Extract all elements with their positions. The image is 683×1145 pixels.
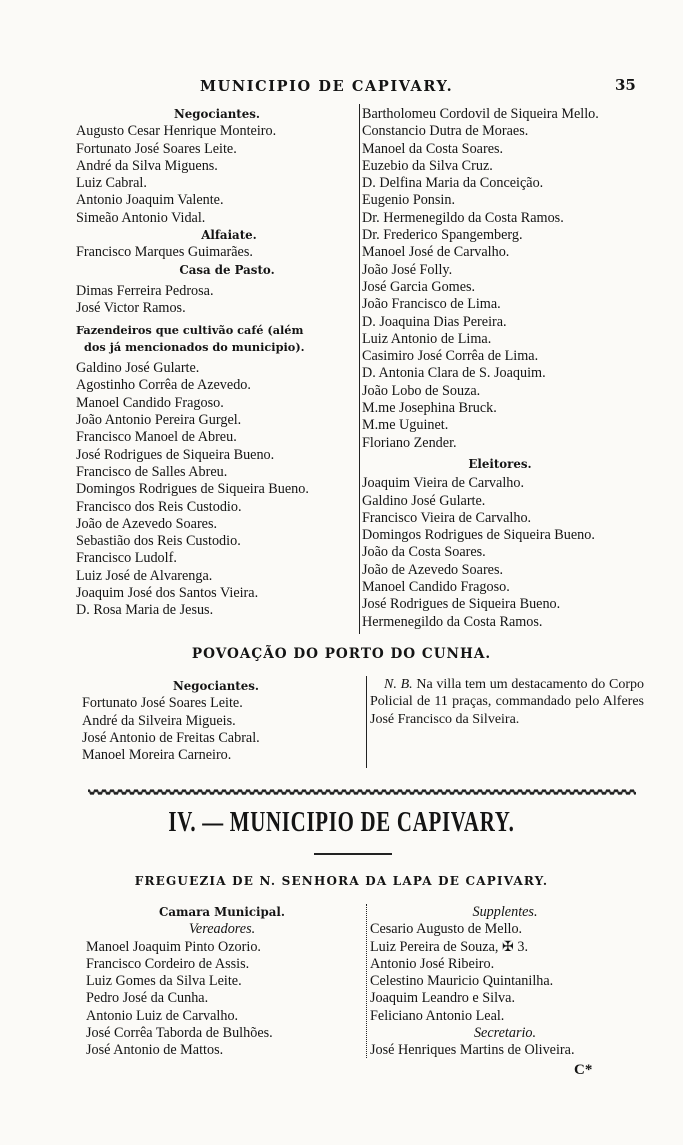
- list-item: Galdino José Gularte.: [76, 360, 200, 377]
- list-item: Sebastião dos Reis Custodio.: [76, 533, 241, 550]
- list-item: Antonio José Ribeiro.: [370, 955, 495, 972]
- list-item: D. Delfina Maria da Conceição.: [362, 175, 544, 192]
- list-item: Floriano Zender.: [362, 434, 457, 451]
- list-item: Francisco de Salles Abreu.: [76, 463, 228, 480]
- list-item: Agostinho Corrêa de Azevedo.: [76, 377, 251, 394]
- list-item: Francisco dos Reis Custodio.: [76, 498, 242, 515]
- list-item: Simeão Antonio Vidal.: [76, 209, 206, 226]
- list-item: Dr. Frederico Spangemberg.: [362, 227, 523, 244]
- list-item: Joaquim Vieira de Carvalho.: [362, 475, 524, 492]
- list-item: João Lobo de Souza.: [362, 382, 481, 399]
- list-item: José Antonio de Mattos.: [86, 1042, 224, 1059]
- list-item: João Antonio Pereira Gurgel.: [76, 412, 242, 429]
- list-item: Galdino José Gularte.: [362, 492, 486, 509]
- parish-title: FREGUEZIA DE N. SENHORA DA LAPA DE CAPIVARY.: [134, 874, 549, 888]
- list-item: José Garcia Gomes.: [362, 278, 476, 295]
- running-header: MUNICIPIO DE CAPIVARY.: [200, 78, 454, 95]
- list-item: Domingos Rodrigues de Siqueira Bueno.: [76, 481, 309, 498]
- right-column: [362, 106, 638, 631]
- list-item: José Victor Ramos.: [76, 300, 186, 317]
- page-number: 35: [615, 76, 636, 94]
- list-item: Manoel Moreira Carneiro.: [82, 747, 232, 764]
- note-lead: N. B.: [384, 677, 413, 692]
- list-item: Constancio Dutra de Moraes.: [362, 123, 529, 140]
- heading-fazendeiros-2: dos já mencionados do municipio).: [84, 339, 305, 354]
- list-item: Dr. Hermenegildo da Costa Ramos.: [362, 209, 564, 226]
- list-item: Francisco Cordeiro de Assis.: [86, 955, 250, 972]
- list-item: Francisco Manoel de Abreu.: [76, 429, 237, 446]
- list-item: Francisco Marques Guimarães.: [76, 244, 253, 261]
- list-item: Feliciano Antonio Leal.: [370, 1007, 505, 1024]
- municipio-title: IV. — MUNICIPIO DE CAPIVARY.: [168, 806, 515, 838]
- list-item: Dimas Ferreira Pedrosa.: [76, 282, 214, 299]
- list-item: Fortunato José Soares Leite.: [82, 695, 243, 712]
- list-item: Manoel da Costa Soares.: [362, 140, 504, 157]
- list-item: João de Azevedo Soares.: [362, 561, 504, 578]
- list-item: Antonio Joaquim Valente.: [76, 192, 224, 209]
- heading-secretario: Secretario.: [473, 1025, 537, 1042]
- list-item: Casimiro José Corrêa de Lima.: [362, 348, 539, 365]
- list-item: Augusto Cesar Henrique Monteiro.: [76, 123, 277, 140]
- list-item: Francisco Vieira de Carvalho.: [362, 509, 532, 526]
- list-item: João José Folly.: [362, 261, 453, 278]
- wavy-divider: [88, 788, 636, 796]
- list-item: André da Silveira Migueis.: [82, 712, 236, 729]
- list-item: D. Joaquina Dias Pereira.: [362, 313, 507, 330]
- camara-column: [86, 904, 358, 1060]
- note-paragraph: [370, 676, 644, 728]
- list-item: Pedro José da Cunha.: [86, 990, 209, 1007]
- list-item: Francisco Ludolf.: [76, 550, 177, 567]
- section-title-porto: POVOAÇÃO DO PORTO DO CUNHA.: [191, 646, 492, 662]
- list-item: Manoel Candido Fragoso.: [76, 394, 224, 411]
- list-item: João Francisco de Lima.: [362, 296, 501, 313]
- list-item: Antonio Luiz de Carvalho.: [86, 1007, 239, 1024]
- porto-note: [370, 676, 644, 728]
- list-item: Fortunato José Soares Leite.: [76, 140, 237, 157]
- list-item: Luiz Pereira de Souza, ✠ 3.: [370, 938, 529, 955]
- list-item: M.me Uguinet.: [362, 417, 449, 434]
- note-text: Na villa tem um destacamento do Corpo Policial de 11 praças, commandado pelo Alferes José Francisco da Silveira.: [370, 677, 645, 727]
- left-column: [76, 106, 358, 620]
- list-item: Luiz José de Alvarenga.: [76, 567, 213, 584]
- list-item: M.me Josephina Bruck.: [362, 400, 497, 417]
- list-item: José Antonio de Freitas Cabral.: [82, 729, 260, 746]
- heading-vereadores: Vereadores.: [188, 921, 256, 938]
- list-item: Luiz Gomes da Silva Leite.: [86, 973, 242, 990]
- list-item: Joaquim José dos Santos Vieira.: [76, 585, 259, 602]
- porto-negociantes: [82, 678, 350, 764]
- list-item: D. Rosa Maria de Jesus.: [76, 602, 214, 619]
- list-item: Eugenio Ponsin.: [362, 192, 456, 209]
- list-item: João da Costa Soares.: [362, 544, 486, 561]
- heading-fazendeiros-1: Fazendeiros que cultivão café (além: [76, 322, 304, 337]
- list-item: Joaquim Leandro e Silva.: [370, 990, 515, 1007]
- list-item: Luiz Cabral.: [76, 175, 147, 192]
- heading-supplentes: Supplentes.: [472, 904, 538, 920]
- list-item: José Corrêa Taborda de Bulhões.: [86, 1025, 273, 1042]
- list-item: Bartholomeu Cordovil de Siqueira Mello.: [362, 106, 599, 122]
- heading-camara: Camara Municipal.: [159, 905, 285, 919]
- list-item: José Rodrigues de Siqueira Bueno.: [76, 446, 275, 463]
- list-item: Hermenegildo da Costa Ramos.: [362, 613, 543, 630]
- list-item: João de Azevedo Soares.: [76, 515, 218, 532]
- title-rule: [314, 853, 392, 855]
- list-item: Manoel Candido Fragoso.: [362, 579, 510, 596]
- supplentes-column: [370, 904, 640, 1060]
- heading-eleitores: Eleitores.: [468, 456, 532, 471]
- camara-divider: [366, 904, 367, 1058]
- signature-mark: C*: [574, 1062, 593, 1078]
- column-divider: [359, 104, 360, 634]
- list-item: Euzebio da Silva Cruz.: [362, 157, 493, 174]
- list-item: Cesario Augusto de Mello.: [370, 921, 523, 938]
- list-item: José Rodrigues de Siqueira Bueno.: [362, 596, 561, 613]
- list-item: Luiz Antonio de Lima.: [362, 330, 492, 347]
- heading-alfaiate: Alfaiate.: [201, 228, 257, 243]
- list-item: Domingos Rodrigues de Siqueira Bueno.: [362, 527, 595, 544]
- heading-negociantes: Negociantes.: [174, 107, 260, 121]
- heading-porto-negociantes: Negociantes.: [173, 679, 259, 693]
- list-item: José Henriques Martins de Oliveira.: [370, 1042, 575, 1059]
- list-item: Manoel Joaquim Pinto Ozorio.: [86, 938, 261, 955]
- porto-divider: [366, 676, 367, 768]
- list-item: André da Silva Miguens.: [76, 157, 218, 174]
- list-item: D. Antonia Clara de S. Joaquim.: [362, 365, 546, 382]
- heading-casa-pasto: Casa de Pasto.: [179, 262, 275, 277]
- list-item: Manoel José de Carvalho.: [362, 244, 510, 261]
- list-item: Celestino Mauricio Quintanilha.: [370, 973, 554, 990]
